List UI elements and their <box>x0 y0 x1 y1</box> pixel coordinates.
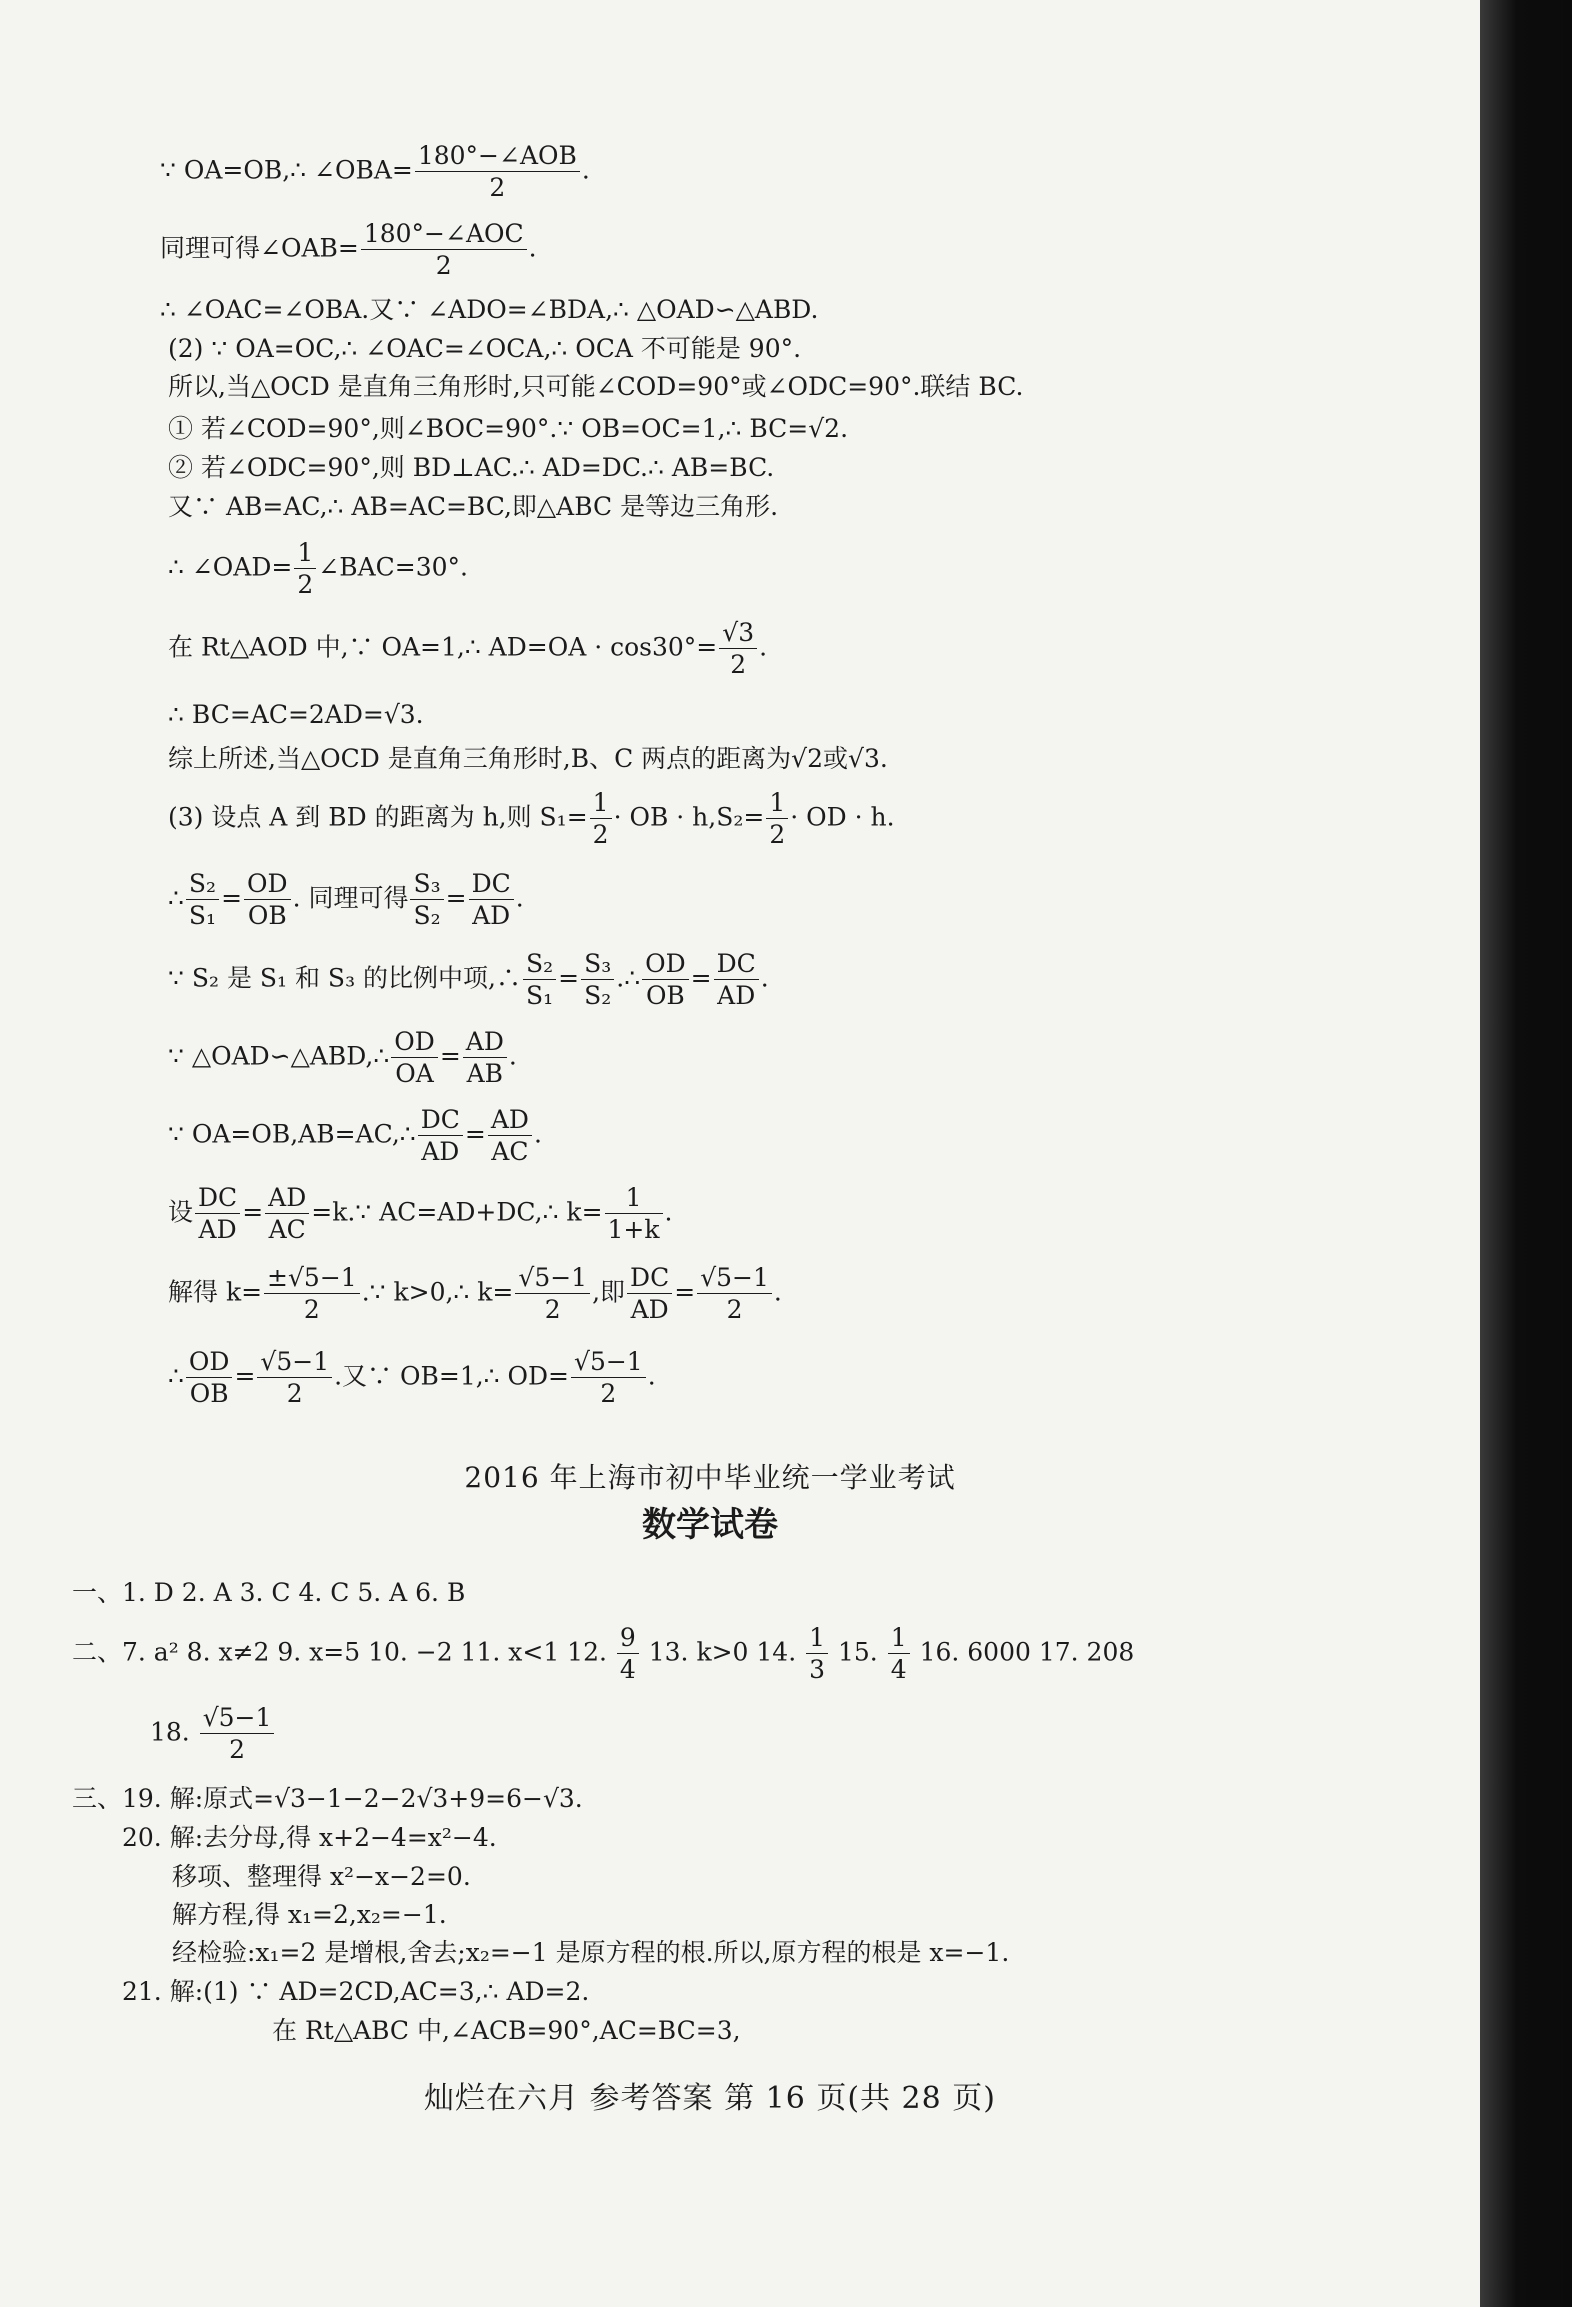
fraction <box>806 1622 828 1686</box>
answer-20-line-1: 20. 解:去分母,得 x+2−4=x²−4. <box>122 1823 497 1852</box>
fraction <box>418 1104 463 1168</box>
numerator: √5−1 <box>515 1262 590 1294</box>
numerator: S₂ <box>523 948 556 980</box>
numerator: S₃ <box>581 948 614 980</box>
denominator: S₂ <box>413 901 441 931</box>
exam-subtitle: 数学试卷 <box>642 1505 778 1545</box>
numerator: 1 <box>590 787 612 819</box>
denominator: 1+k <box>607 1215 660 1245</box>
proof-line-5: 所以,当△OCD 是直角三角形时,只可能∠COD=90°或∠ODC=90°.联结 BC. <box>168 372 1024 401</box>
proof-line-2 <box>160 218 537 282</box>
denominator: AD <box>421 1137 460 1167</box>
fraction <box>244 868 291 932</box>
numerator: OD <box>186 1346 233 1378</box>
answers-section-1: 一、1. D 2. A 3. C 4. C 5. A 6. B <box>72 1578 466 1607</box>
fraction <box>605 1182 663 1246</box>
denominator: 4 <box>619 1655 636 1685</box>
fraction <box>571 1346 646 1410</box>
proof-line-20 <box>168 1346 656 1410</box>
fraction <box>617 1622 639 1686</box>
numerator: AD <box>265 1182 309 1214</box>
text: . <box>759 632 768 662</box>
page-footer: 灿烂在六月 参考答案 第 16 页(共 28 页) <box>424 2081 996 2116</box>
proof-line-17 <box>168 1104 542 1168</box>
text: ∠BAC=30°. <box>318 552 468 582</box>
text: . <box>647 1361 656 1391</box>
answer-21-line-2: 在 Rt△ABC 中,∠ACB=90°,AC=BC=3, <box>272 2016 741 2045</box>
numerator: 1 <box>806 1622 828 1654</box>
text: = <box>445 883 467 913</box>
fraction <box>361 218 527 282</box>
fraction <box>294 537 316 601</box>
answer-20-line-4: 经检验:x₁=2 是增根,舍去;x₂=−1 是原方程的根.所以,原方程的根是 x=−1. <box>172 1938 1010 1967</box>
text: .∴ <box>616 963 641 993</box>
numerator: S₂ <box>186 868 219 900</box>
fraction <box>200 1702 275 1766</box>
proof-line-8: 又∵ AB=AC,∴ AB=AC=BC,即△ABC 是等边三角形. <box>168 492 779 521</box>
text: . <box>664 1197 673 1227</box>
denominator: 2 <box>286 1379 303 1409</box>
text: = <box>464 1119 486 1149</box>
denominator: 2 <box>600 1379 617 1409</box>
denominator: 2 <box>489 173 506 203</box>
numerator: 1 <box>766 787 788 819</box>
text: · OD · h. <box>790 802 895 832</box>
denominator: AD <box>472 901 511 931</box>
text: . <box>773 1277 782 1307</box>
denominator: 2 <box>592 820 609 850</box>
text: ∵ △OAD∽△ABD,∴ <box>168 1041 390 1071</box>
fraction <box>265 1182 309 1246</box>
numerator: AD <box>488 1104 532 1136</box>
proof-line-19 <box>168 1262 782 1326</box>
answer-18 <box>150 1702 276 1766</box>
text: ∵ OA=OB,AB=AC,∴ <box>168 1119 416 1149</box>
denominator: 4 <box>890 1655 907 1685</box>
fraction <box>888 1622 910 1686</box>
denominator: AC <box>491 1137 529 1167</box>
fraction <box>523 948 556 1012</box>
denominator: OB <box>189 1379 229 1409</box>
fraction <box>410 868 443 932</box>
fraction <box>642 948 689 1012</box>
text: 15. <box>837 1637 878 1667</box>
proof-line-18 <box>168 1182 672 1246</box>
text: 13. k>0 14. <box>648 1637 797 1667</box>
text: . <box>515 883 524 913</box>
numerator: 1 <box>294 537 316 569</box>
answer-21-line-1: 21. 解:(1) ∵ AD=2CD,AC=3,∴ AD=2. <box>122 1977 590 2006</box>
denominator: S₂ <box>584 981 612 1011</box>
text: .∵ k>0,∴ k= <box>361 1277 514 1307</box>
numerator: OD <box>244 868 291 900</box>
denominator: S₁ <box>525 981 554 1011</box>
text: = <box>690 963 712 993</box>
proof-line-11: ∴ BC=AC=2AD=√3. <box>168 700 424 729</box>
denominator: OA <box>395 1059 434 1089</box>
denominator: S₁ <box>188 901 217 931</box>
text: . 同理可得 <box>292 883 409 913</box>
text: (3) 设点 A 到 BD 的距离为 h,则 S₁= <box>168 802 588 832</box>
fraction <box>590 787 612 851</box>
denominator: OB <box>247 901 287 931</box>
text: . <box>533 1119 542 1149</box>
text: =k.∵ AC=AD+DC,∴ k= <box>311 1197 603 1227</box>
text: . <box>581 155 590 185</box>
text: · OB · h,S₂= <box>613 802 765 832</box>
denominator: 2 <box>297 570 314 600</box>
fraction <box>463 1026 507 1090</box>
denominator: AD <box>717 981 756 1011</box>
fraction <box>766 787 788 851</box>
text: 在 Rt△AOD 中,∵ OA=1,∴ AD=OA · cos30°= <box>168 632 718 662</box>
text: ,即 <box>592 1277 626 1307</box>
answer-19: 三、19. 解:原式=√3−1−2−2√3+9=6−√3. <box>72 1784 583 1813</box>
numerator: √5−1 <box>200 1702 275 1734</box>
text: . <box>528 233 537 263</box>
text: ∴ <box>168 1361 184 1391</box>
text: ∵ S₂ 是 S₁ 和 S₃ 的比例中项,∴ <box>168 963 521 993</box>
text: . <box>760 963 769 993</box>
fraction <box>627 1262 672 1326</box>
denominator: 3 <box>809 1655 826 1685</box>
denominator: 2 <box>769 820 786 850</box>
text: = <box>234 1361 256 1391</box>
fraction <box>415 140 580 204</box>
proof-line-1 <box>160 140 590 204</box>
denominator: 2 <box>730 650 747 680</box>
numerator: OD <box>391 1026 438 1058</box>
text: 二、7. a² 8. x≠2 9. x=5 10. −2 11. x<1 12. <box>72 1637 607 1667</box>
proof-line-15 <box>168 948 769 1012</box>
text: = <box>439 1041 461 1071</box>
fraction <box>581 948 614 1012</box>
numerator: √3 <box>719 617 757 649</box>
fraction <box>488 1104 532 1168</box>
numerator: 1 <box>605 1182 663 1214</box>
text: .又∵ OB=1,∴ OD= <box>334 1361 570 1391</box>
text: = <box>558 963 580 993</box>
text: 18. <box>150 1717 190 1747</box>
text: 16. 6000 17. 208 <box>919 1637 1135 1667</box>
numerator: ±√5−1 <box>264 1262 360 1294</box>
answers-section-2 <box>72 1622 1134 1686</box>
denominator: 2 <box>229 1735 246 1765</box>
denominator: OB <box>645 981 685 1011</box>
text: ∴ <box>168 883 184 913</box>
denominator: AD <box>198 1215 237 1245</box>
text: = <box>674 1277 696 1307</box>
dark-page-edge <box>1480 0 1572 2307</box>
answer-20-line-3: 解方程,得 x₁=2,x₂=−1. <box>172 1900 447 1929</box>
numerator: DC <box>627 1262 672 1294</box>
denominator: 2 <box>544 1295 561 1325</box>
proof-line-7: ② 若∠ODC=90°,则 BD⊥AC.∴ AD=DC.∴ AB=BC. <box>168 453 775 482</box>
numerator: OD <box>642 948 689 980</box>
proof-line-12: 综上所述,当△OCD 是直角三角形时,B、C 两点的距离为√2或√3. <box>168 744 888 773</box>
numerator: DC <box>714 948 759 980</box>
numerator: DC <box>418 1104 463 1136</box>
fraction <box>391 1026 438 1090</box>
numerator: √5−1 <box>257 1346 332 1378</box>
numerator: √5−1 <box>697 1262 772 1294</box>
text: 解得 k= <box>168 1277 263 1307</box>
numerator: 180°−∠AOB <box>415 140 580 172</box>
fraction <box>697 1262 772 1326</box>
denominator: 2 <box>435 251 452 281</box>
proof-line-13 <box>168 787 895 851</box>
proof-line-14 <box>168 868 524 932</box>
denominator: 2 <box>303 1295 320 1325</box>
text: = <box>221 883 243 913</box>
fraction <box>257 1346 332 1410</box>
denominator: AB <box>466 1059 504 1089</box>
fraction <box>515 1262 590 1326</box>
numerator: AD <box>463 1026 507 1058</box>
fraction <box>186 1346 233 1410</box>
fraction <box>264 1262 360 1326</box>
fraction <box>714 948 759 1012</box>
text: 设 <box>168 1197 194 1227</box>
numerator: 180°−∠AOC <box>361 218 527 250</box>
denominator: AC <box>268 1215 306 1245</box>
denominator: 2 <box>726 1295 743 1325</box>
denominator: AD <box>630 1295 669 1325</box>
numerator: √5−1 <box>571 1346 646 1378</box>
numerator: S₃ <box>410 868 443 900</box>
exam-title: 2016 年上海市初中毕业统一学业考试 <box>464 1461 956 1494</box>
numerator: 9 <box>617 1622 639 1654</box>
numerator: DC <box>469 868 514 900</box>
proof-line-9 <box>168 537 468 601</box>
fraction <box>195 1182 240 1246</box>
text: 同理可得∠OAB= <box>160 233 359 263</box>
fraction <box>186 868 219 932</box>
answer-20-line-2: 移项、整理得 x²−x−2=0. <box>172 1862 471 1891</box>
text: ∵ OA=OB,∴ ∠OBA= <box>160 155 413 185</box>
text: = <box>242 1197 264 1227</box>
proof-line-3: ∴ ∠OAC=∠OBA.又∵ ∠ADO=∠BDA,∴ △OAD∽△ABD. <box>160 295 819 324</box>
text: ∴ ∠OAD= <box>168 552 293 582</box>
proof-line-16 <box>168 1026 517 1090</box>
fraction <box>469 868 514 932</box>
text: . <box>508 1041 517 1071</box>
fraction <box>719 617 757 681</box>
proof-line-4: (2) ∵ OA=OC,∴ ∠OAC=∠OCA,∴ OCA 不可能是 90°. <box>168 334 802 363</box>
proof-line-6: ① 若∠COD=90°,则∠BOC=90°.∵ OB=OC=1,∴ BC=√2. <box>168 414 849 443</box>
proof-line-10 <box>168 617 767 681</box>
numerator: 1 <box>888 1622 910 1654</box>
numerator: DC <box>195 1182 240 1214</box>
